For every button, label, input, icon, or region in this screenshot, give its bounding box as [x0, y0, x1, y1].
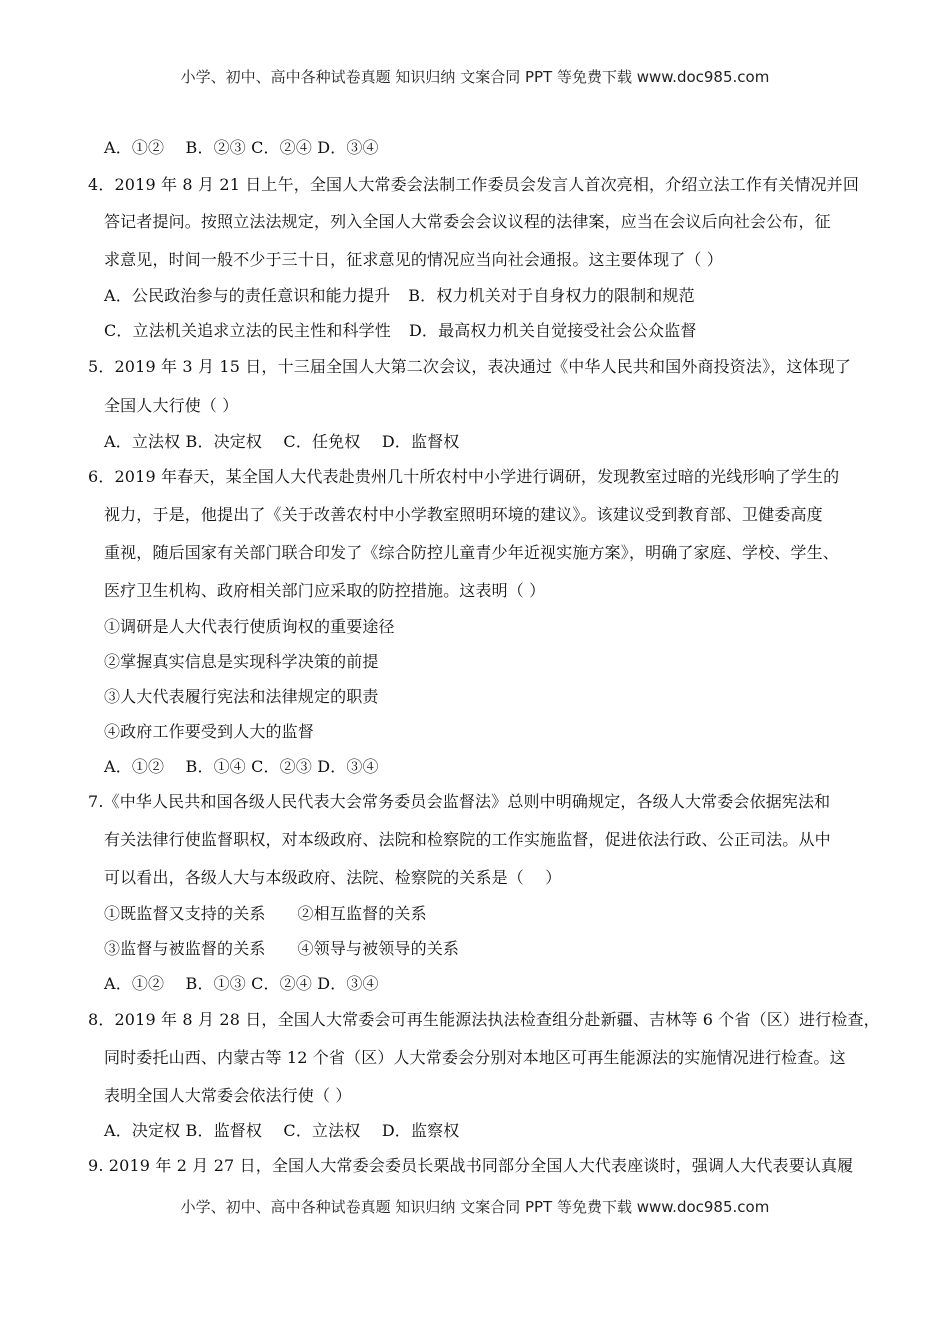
q4-option-a: A．公民政治参与的责任意识和能力提升 [104, 286, 391, 305]
q7-statement-2: ②相互监督的关系 [297, 904, 427, 923]
q4-stem-line-1: 4．2019 年 8 月 21 日上午，全国人大常委会法制工作委员会发言人首次亮相，介绍立法工作有关情况并回 [88, 175, 859, 194]
q8-stem-line-1: 8．2019 年 8 月 28 日，全国人大常委会可再生能源法执法检查组分赴新疆、吉林等 6 个省（区）进行检查， [88, 1010, 880, 1029]
q5-stem-line-1: 5．2019 年 3 月 15 日，十三届全国人大第二次会议，表决通过《中华人民共和国外商投资法》，这体现了 [88, 357, 851, 376]
q7-options: A．①② B．①③ C．②④ D．③④ [104, 974, 379, 993]
q6-statement-3: ③人大代表履行宪法和法律规定的职责 [104, 687, 379, 706]
q7-statements-row-2 [104, 939, 459, 959]
q4-stem-line-3: 求意见，时间一般不少于三十日，征求意见的情况应当向社会通报。这主要体现了（ ） [104, 250, 723, 269]
q6-stem-line-2: 视力，于是，他提出了《关于改善农村中小学教室照明环境的建议》。该建议受到教育部、卫健委高度 [104, 505, 823, 524]
q5-stem-line-2: 全国人大行使（ ） [104, 396, 239, 415]
q7-stem-line-2: 有关法律行使监督职权，对本级政府、法院和检察院的工作实施监督，促进依法行政、公正司法。从中 [104, 830, 831, 849]
q7-stem-line-1: 7.《中华人民共和国各级人民代表大会常务委员会监督法》总则中明确规定，各级人大常委会依据宪法和 [88, 792, 831, 811]
q9-stem-line-1: 9. 2019 年 2 月 27 日，全国人大常委会委员长栗战书同部分全国人大代表座谈时，强调人大代表要认真履 [88, 1156, 854, 1175]
q7-statements-row-1 [104, 904, 427, 924]
q7-statement-1: ①既监督又支持的关系 [104, 904, 266, 923]
q4-option-b: B．权力机关对于自身权力的限制和规范 [408, 286, 695, 305]
q8-stem-line-3: 表明全国人大常委会依法行使（ ） [104, 1086, 352, 1105]
page-footer: 小学、初中、高中各种试卷真题 知识归纳 文案合同 PPT 等免费下载 www.doc985.com [180, 1198, 770, 1216]
q6-statement-2: ②掌握真实信息是实现科学决策的前提 [104, 652, 379, 671]
q7-stem-line-3: 可以看出，各级人大与本级政府、法院、检察院的关系是（ ） [104, 868, 562, 887]
q6-statement-1: ①调研是人大代表行使质询权的重要途径 [104, 617, 395, 636]
q5-options: A．立法权 B．决定权 C．任免权 D．监督权 [104, 432, 460, 451]
q6-stem-line-1: 6．2019 年春天，某全国人大代表赴贵州几十所农村中小学进行调研，发现教室过暗的光线形响了学生的 [88, 467, 840, 486]
q3-options: A．①② B．②③ C．②④ D．③④ [104, 138, 379, 157]
q4-options-row-1 [104, 286, 695, 306]
q4-option-d: D．最高权力机关自觉接受社会公众监督 [408, 321, 697, 340]
q4-stem-line-2: 答记者提问。按照立法法规定，列入全国人大常委会会议议程的法律案，应当在会议后向社会公布，征 [104, 212, 831, 231]
q6-options: A．①② B．①④ C．②③ D．③④ [104, 757, 379, 776]
q7-statement-3: ③监督与被监督的关系 [104, 939, 266, 958]
q4-option-c: C．立法机关追求立法的民主性和科学性 [104, 321, 391, 340]
q6-stem-line-3: 重视，随后国家有关部门联合印发了《综合防控儿童青少年近视实施方案》，明确了家庭、学校、学生、 [104, 543, 839, 562]
q8-options: A．决定权 B．监督权 C．立法权 D．监察权 [104, 1121, 460, 1140]
q6-stem-line-4: 医疗卫生机构、政府相关部门应采取的防控措施。这表明（ ） [104, 581, 546, 600]
page-header: 小学、初中、高中各种试卷真题 知识归纳 文案合同 PPT 等免费下载 www.doc985.com [180, 68, 770, 86]
q6-statement-4: ④政府工作要受到人大的监督 [104, 722, 314, 741]
q4-options-row-2 [104, 321, 696, 341]
q7-statement-4: ④领导与被领导的关系 [297, 939, 460, 958]
q8-stem-line-2: 同时委托山西、内蒙古等 12 个省（区）人大常委会分别对本地区可再生能源法的实施情况进行检查。这 [104, 1048, 846, 1067]
